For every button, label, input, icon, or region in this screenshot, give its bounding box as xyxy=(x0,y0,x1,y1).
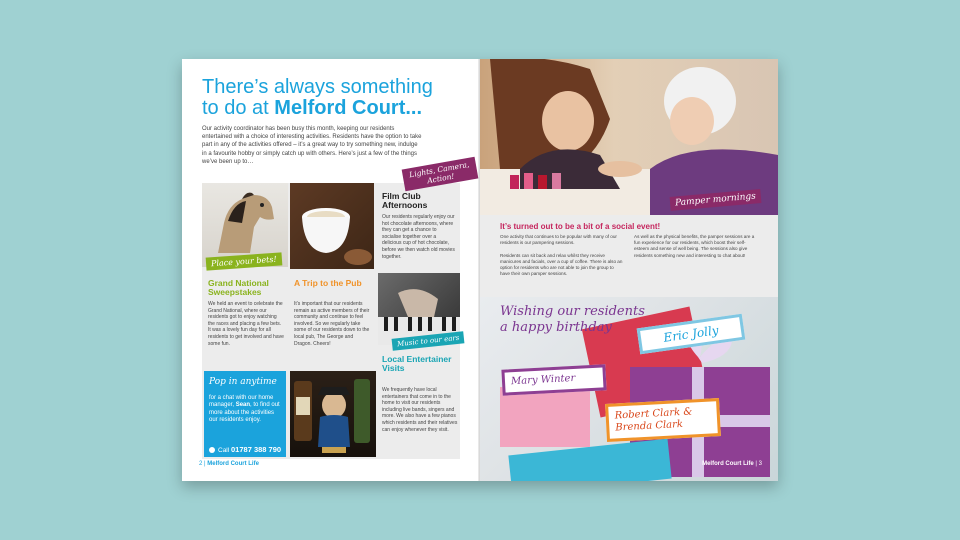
right-footer: Melford Court Life | 3 xyxy=(702,461,762,467)
left-page xyxy=(182,59,480,481)
contact-heading: Pop in anytime xyxy=(209,377,277,387)
sweepstakes-body: We held an event to celebrate the Grand National, where our residents got to enjoy watching the races and placing a few bets. It was a lovely fun day for all residents to get involved and have some fun. xyxy=(208,301,284,347)
toby-jug-photo xyxy=(290,371,376,457)
hot-chocolate-photo xyxy=(290,183,374,269)
contact-body: for a chat with our home manager, Sean, to find out more about the activities our residents enjoy. xyxy=(209,395,280,424)
left-footer: 2 | Melford Court Life xyxy=(199,461,259,467)
name-card-eric-jolly: Eric Jolly xyxy=(637,314,746,354)
manager-name: Sean xyxy=(235,402,251,409)
figurine-icon xyxy=(290,371,376,457)
cup-icon xyxy=(290,183,374,269)
intro-paragraph: Our activity coordinator has been busy this month, keeping our residents entertained with a choice of interesting activities. Residents have the option to take part in any of the activities offered – it’s a great way to try something new, indulge in a favourite hobby or simply catch up with others. Here’s just a few of the things we’ve been up to… xyxy=(202,126,422,165)
contact-phone[interactable]: Call 01787 388 790 xyxy=(209,445,281,454)
name-card-mary-winter: Mary Winter xyxy=(501,364,606,395)
entertainer-body: We frequently have local entertainers that come in to the home to visit our residents including live bands, singers and more. We also have a few pianos which residents and their relatives can enjoy whenever they visit. xyxy=(382,387,458,433)
entertainer-heading: Local Entertainer Visits xyxy=(382,354,452,373)
film-club-heading: Film Club Afternoons xyxy=(382,191,428,210)
birthday-line-2: a happy birthday xyxy=(500,320,612,335)
tag-music-to-our-ears-label: Music to our ears xyxy=(396,333,460,349)
page-number-right: 3 xyxy=(758,461,762,467)
tag-place-your-bets-label: Place your bets! xyxy=(210,254,277,269)
tag-pamper-mornings-label: Pamper mornings xyxy=(674,191,757,209)
social-column-2: As well as the physical benefits, the pamper sessions are a fun experience for our residents, which boost their self-esteem and sense of well being. The sessions also give residents something new and interesting to chat about! xyxy=(634,234,755,258)
title-line-2: to do at xyxy=(202,97,275,119)
phone-number: 01787 388 790 xyxy=(231,445,282,454)
title-line-1: There’s always something xyxy=(202,76,433,98)
birthday-heading xyxy=(500,304,645,336)
magazine-spread xyxy=(182,59,778,481)
tag-lights-camera-action-label: Lights, Camera, Action! xyxy=(408,159,470,186)
social-heading: It’s turned out to be a bit of a social event! xyxy=(500,222,661,231)
page-title xyxy=(202,77,472,119)
name-card-robert-brenda-clark: Robert Clark & Brenda Clark xyxy=(605,398,721,442)
social-column-1: One activity that continues to be popular with many of our residents is our pampering sessions. Residents can sit back and relax whilst they receive manicures and facials, over a cup of coffee. There is also an option for residents who are not able to join the group to have their own pamper sessions. xyxy=(500,234,623,277)
contact-box xyxy=(204,371,286,457)
right-page xyxy=(480,59,778,481)
sweepstakes-heading: Grand National Sweepstakes xyxy=(208,278,269,297)
birthday-line-1: Wishing our residents xyxy=(500,304,645,319)
film-club-body: Our residents regularly enjoy our hot chocolate afternoons, where they can get a chance to socialise together over a delicious cup of hot chocolate, before we then watch old movies together. xyxy=(382,214,455,260)
publication-name-left: Melford Court Life xyxy=(207,461,259,467)
pub-body: It’s important that our residents remain as active members of their community and continue to feel involved. So we regularly take some of our residents down to the local pub, The George and Dragon. Cheers! xyxy=(294,301,370,347)
publication-name-right: Melford Court Life xyxy=(702,461,754,467)
title-brand: Melford Court... xyxy=(274,97,423,119)
phone-icon xyxy=(209,447,215,453)
page-number-left: 2 xyxy=(199,461,203,467)
pub-heading: A Trip to the Pub xyxy=(294,278,362,288)
